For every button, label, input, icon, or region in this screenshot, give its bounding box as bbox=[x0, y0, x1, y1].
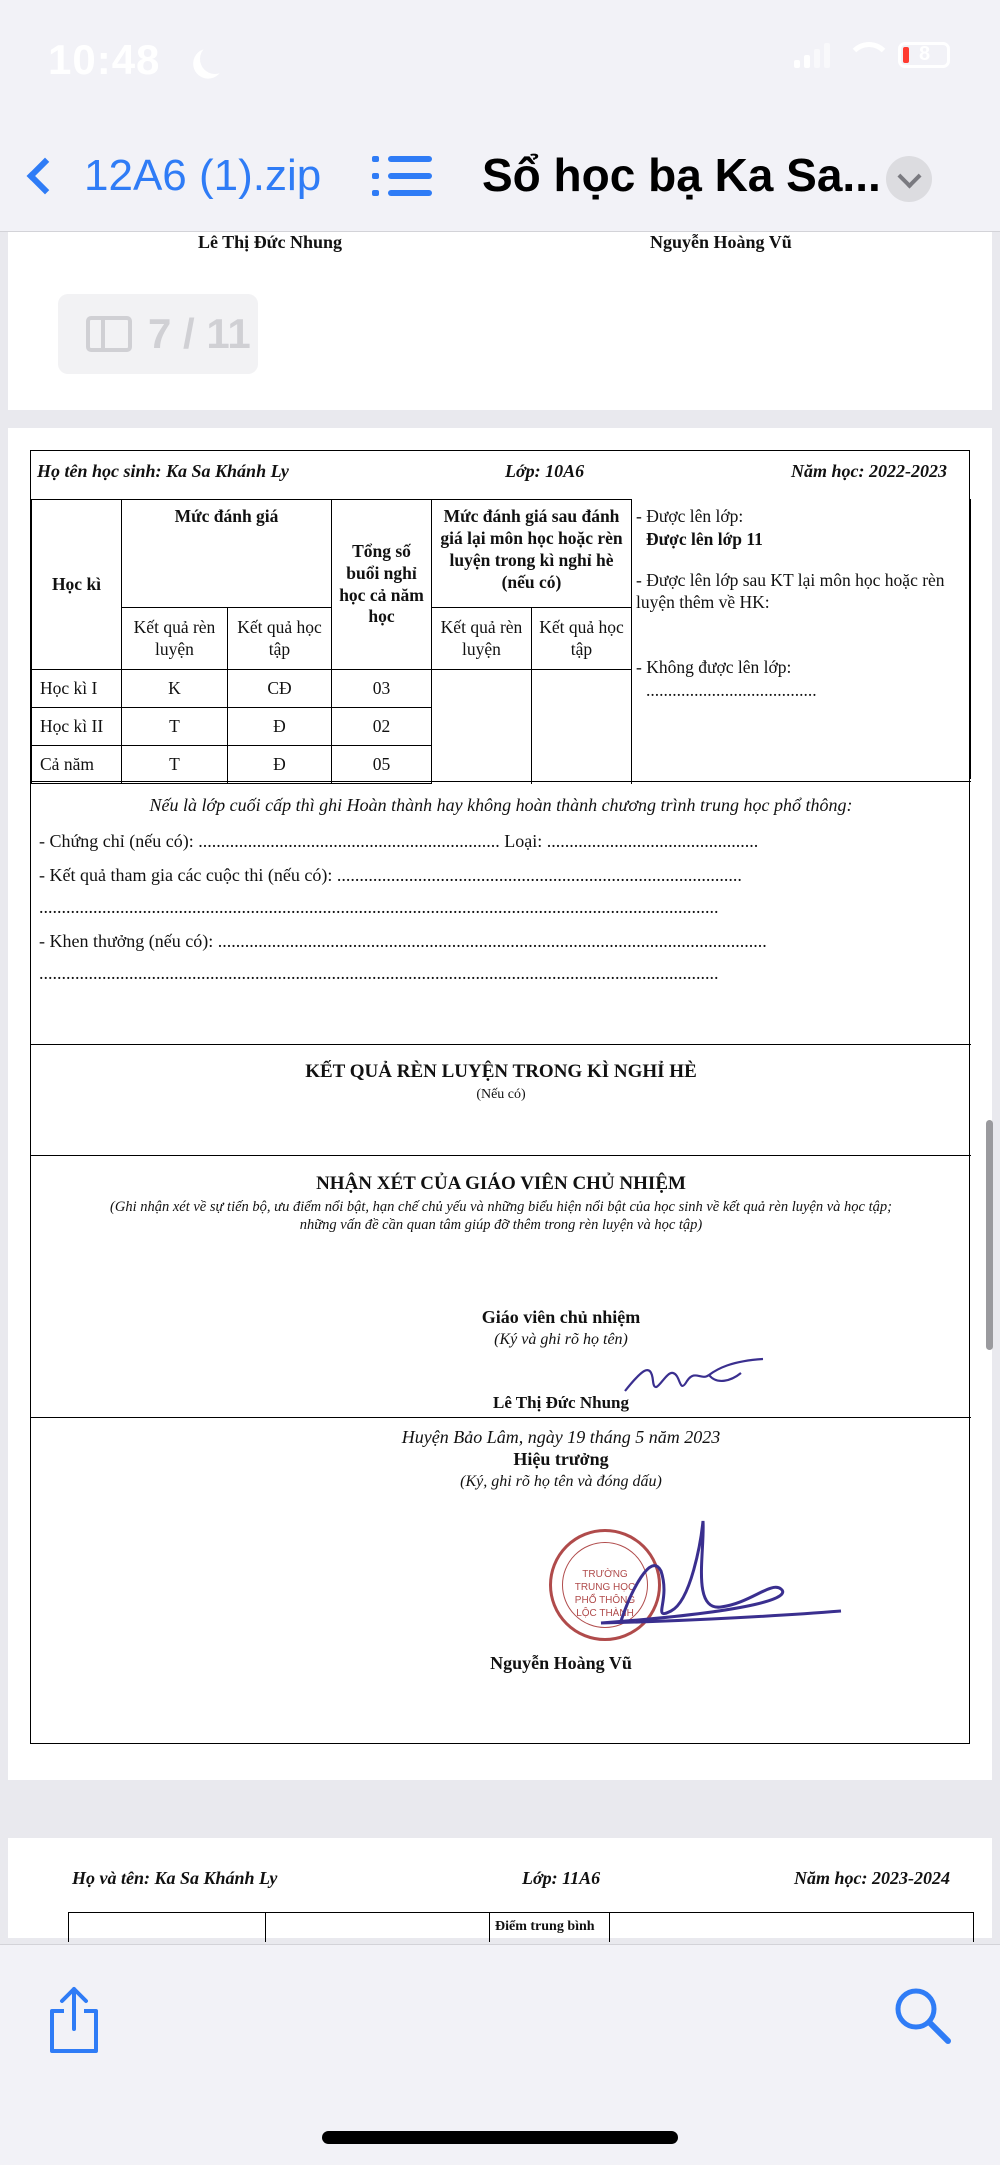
status-time: 10:48 bbox=[48, 36, 161, 83]
principal-role: Hiệu trưởng bbox=[513, 1449, 609, 1469]
absence-cell: 02 bbox=[332, 708, 432, 746]
class-label: Lớp: 11A6 bbox=[522, 1868, 601, 1888]
table-row bbox=[32, 670, 632, 708]
col-header-average: Điểm trung bình bbox=[495, 1919, 595, 1934]
teacher-role: Giáo viên chủ nhiệm bbox=[481, 1307, 641, 1327]
document-title[interactable]: Sổ học bạ Ka Sa... bbox=[482, 149, 881, 201]
search-icon[interactable] bbox=[892, 1985, 952, 2045]
promotion-box bbox=[631, 499, 971, 779]
bottom-toolbar bbox=[0, 1944, 1000, 2165]
principal-role-note: (Ký, ghi rõ họ tên và đóng dấu) bbox=[460, 1473, 662, 1490]
signing-date: Huyện Bảo Lâm, ngày 19 tháng 5 năm 2023 bbox=[401, 1427, 721, 1447]
sub-header-conduct-2: Kết quả rèn luyện bbox=[432, 608, 532, 670]
status-bar bbox=[0, 0, 1000, 120]
certificate-line: - Chứng chỉ (nếu có): ................................................................... Loại: ............................................... bbox=[39, 831, 759, 851]
col-header-assessment: Mức đánh giá bbox=[122, 500, 332, 608]
back-label: 12A6 (1).zip bbox=[84, 151, 322, 200]
promotion-result: Được lên lớp 11 bbox=[646, 528, 763, 549]
teacher-name: Lê Thị Đức Nhung bbox=[492, 1393, 629, 1412]
award-line: - Khen thưởng (nếu có): .......................................................................................................................... bbox=[39, 931, 767, 951]
dotted-line: ....................................................................................................................................................... bbox=[39, 963, 719, 983]
battery-level bbox=[903, 47, 909, 63]
promotion-line: - Được lên lớp: bbox=[636, 506, 744, 526]
sub-header-study: Kết quả học tập bbox=[228, 608, 332, 670]
chevron-down-icon[interactable] bbox=[886, 156, 932, 202]
promotion-dots: ....................................... bbox=[646, 679, 817, 700]
sidebar-icon bbox=[86, 316, 132, 352]
col-header-term: Học kì bbox=[32, 500, 122, 670]
grade-table bbox=[31, 499, 632, 784]
page-indicator bbox=[58, 294, 258, 374]
conduct-cell: T bbox=[122, 708, 228, 746]
contest-line: - Kết quả tham gia các cuộc thi (nếu có): .......................................................................................... bbox=[39, 865, 742, 885]
teacher-comment-title: NHẬN XÉT CỦA GIÁO VIÊN CHỦ NHIỆM bbox=[316, 1173, 686, 1194]
scrollbar[interactable] bbox=[986, 1120, 993, 1350]
study-cell: Đ bbox=[228, 746, 332, 784]
teacher-comment-note: (Ghi nhận xét về sự tiến bộ, ưu điểm nổi bật, hạn chế chủ yếu và những biểu hiện nổi bật của học sinh về kết quả rèn luyện và học tập; bbox=[110, 1199, 892, 1215]
pdf-page-current bbox=[8, 428, 992, 1780]
promotion-line: - Không được lên lớp: bbox=[636, 657, 792, 677]
navigation-bar bbox=[0, 120, 1000, 232]
seal-text: TRƯỜNG TRUNG HỌC PHỔ THÔNG LỘC THÀNH bbox=[574, 1569, 636, 1619]
school-year: Năm học: 2022-2023 bbox=[791, 461, 947, 481]
dotted-line: ....................................................................................................................................................... bbox=[39, 897, 719, 917]
moon-icon bbox=[196, 40, 234, 78]
page-number: 7 / 11 bbox=[148, 310, 251, 357]
signal-icon bbox=[794, 42, 830, 68]
study-cell: Đ bbox=[228, 708, 332, 746]
status-icons bbox=[794, 42, 950, 68]
principal-signature-name: Nguyễn Hoàng Vũ bbox=[650, 232, 792, 252]
conduct-cell: T bbox=[122, 746, 228, 784]
principal-signature bbox=[591, 1511, 851, 1631]
battery-icon bbox=[898, 42, 950, 68]
student-name: Họ tên học sinh: Ka Sa Khánh Ly bbox=[37, 461, 289, 481]
completion-note: Nếu là lớp cuối cấp thì ghi Hoàn thành hay không hoàn thành chương trình trung học phổ thông: bbox=[149, 795, 853, 815]
pdf-page-previous bbox=[8, 232, 992, 410]
home-indicator bbox=[322, 2131, 678, 2144]
conduct-cell: K bbox=[122, 670, 228, 708]
term-cell: Cả năm bbox=[32, 746, 122, 784]
promotion-line: - Được lên lớp sau KT lại môn học hoặc rèn luyện thêm về HK: bbox=[636, 569, 945, 613]
summer-section-title: KẾT QUẢ RÈN LUYỆN TRONG KÌ NGHỈ HÈ bbox=[305, 1061, 697, 1082]
teacher-signature-name: Lê Thị Đức Nhung bbox=[198, 232, 343, 252]
term-cell: Học kì II bbox=[32, 708, 122, 746]
term-cell: Học kì I bbox=[32, 670, 122, 708]
absence-cell: 05 bbox=[332, 746, 432, 784]
next-table bbox=[68, 1912, 974, 1942]
sub-header-study-2: Kết quả học tập bbox=[532, 608, 632, 670]
class-label: Lớp: 10A6 bbox=[505, 461, 585, 481]
study-cell: CĐ bbox=[228, 670, 332, 708]
back-button[interactable] bbox=[20, 146, 321, 206]
pdf-page-next bbox=[8, 1838, 992, 1938]
teacher-comment-note: những vấn đề cần quan tâm giúp đỡ thêm trong rèn luyện và học tập) bbox=[299, 1217, 703, 1233]
absence-cell: 03 bbox=[332, 670, 432, 708]
battery-percent: 8 bbox=[919, 43, 931, 65]
student-name: Họ và tên: Ka Sa Khánh Ly bbox=[72, 1868, 278, 1888]
list-icon[interactable] bbox=[372, 154, 432, 198]
teacher-role-note: (Ký và ghi rõ họ tên) bbox=[494, 1331, 628, 1348]
school-year: Năm học: 2023-2024 bbox=[794, 1868, 950, 1888]
principal-name: Nguyễn Hoàng Vũ bbox=[490, 1653, 632, 1673]
chevron-left-icon bbox=[27, 158, 64, 195]
sub-header-conduct: Kết quả rèn luyện bbox=[122, 608, 228, 670]
col-header-reassessment: Mức đánh giá sau đánh giá lại môn học hoặc rèn luyện trong kì nghỉ hè (nếu có) bbox=[432, 500, 632, 608]
wifi-icon bbox=[846, 42, 882, 68]
share-icon[interactable] bbox=[46, 1985, 102, 2055]
record-frame bbox=[30, 450, 970, 1744]
col-header-absences: Tổng số buổi nghỉ học cả năm học bbox=[332, 500, 432, 670]
summer-section-sub: (Nếu có) bbox=[476, 1087, 526, 1102]
